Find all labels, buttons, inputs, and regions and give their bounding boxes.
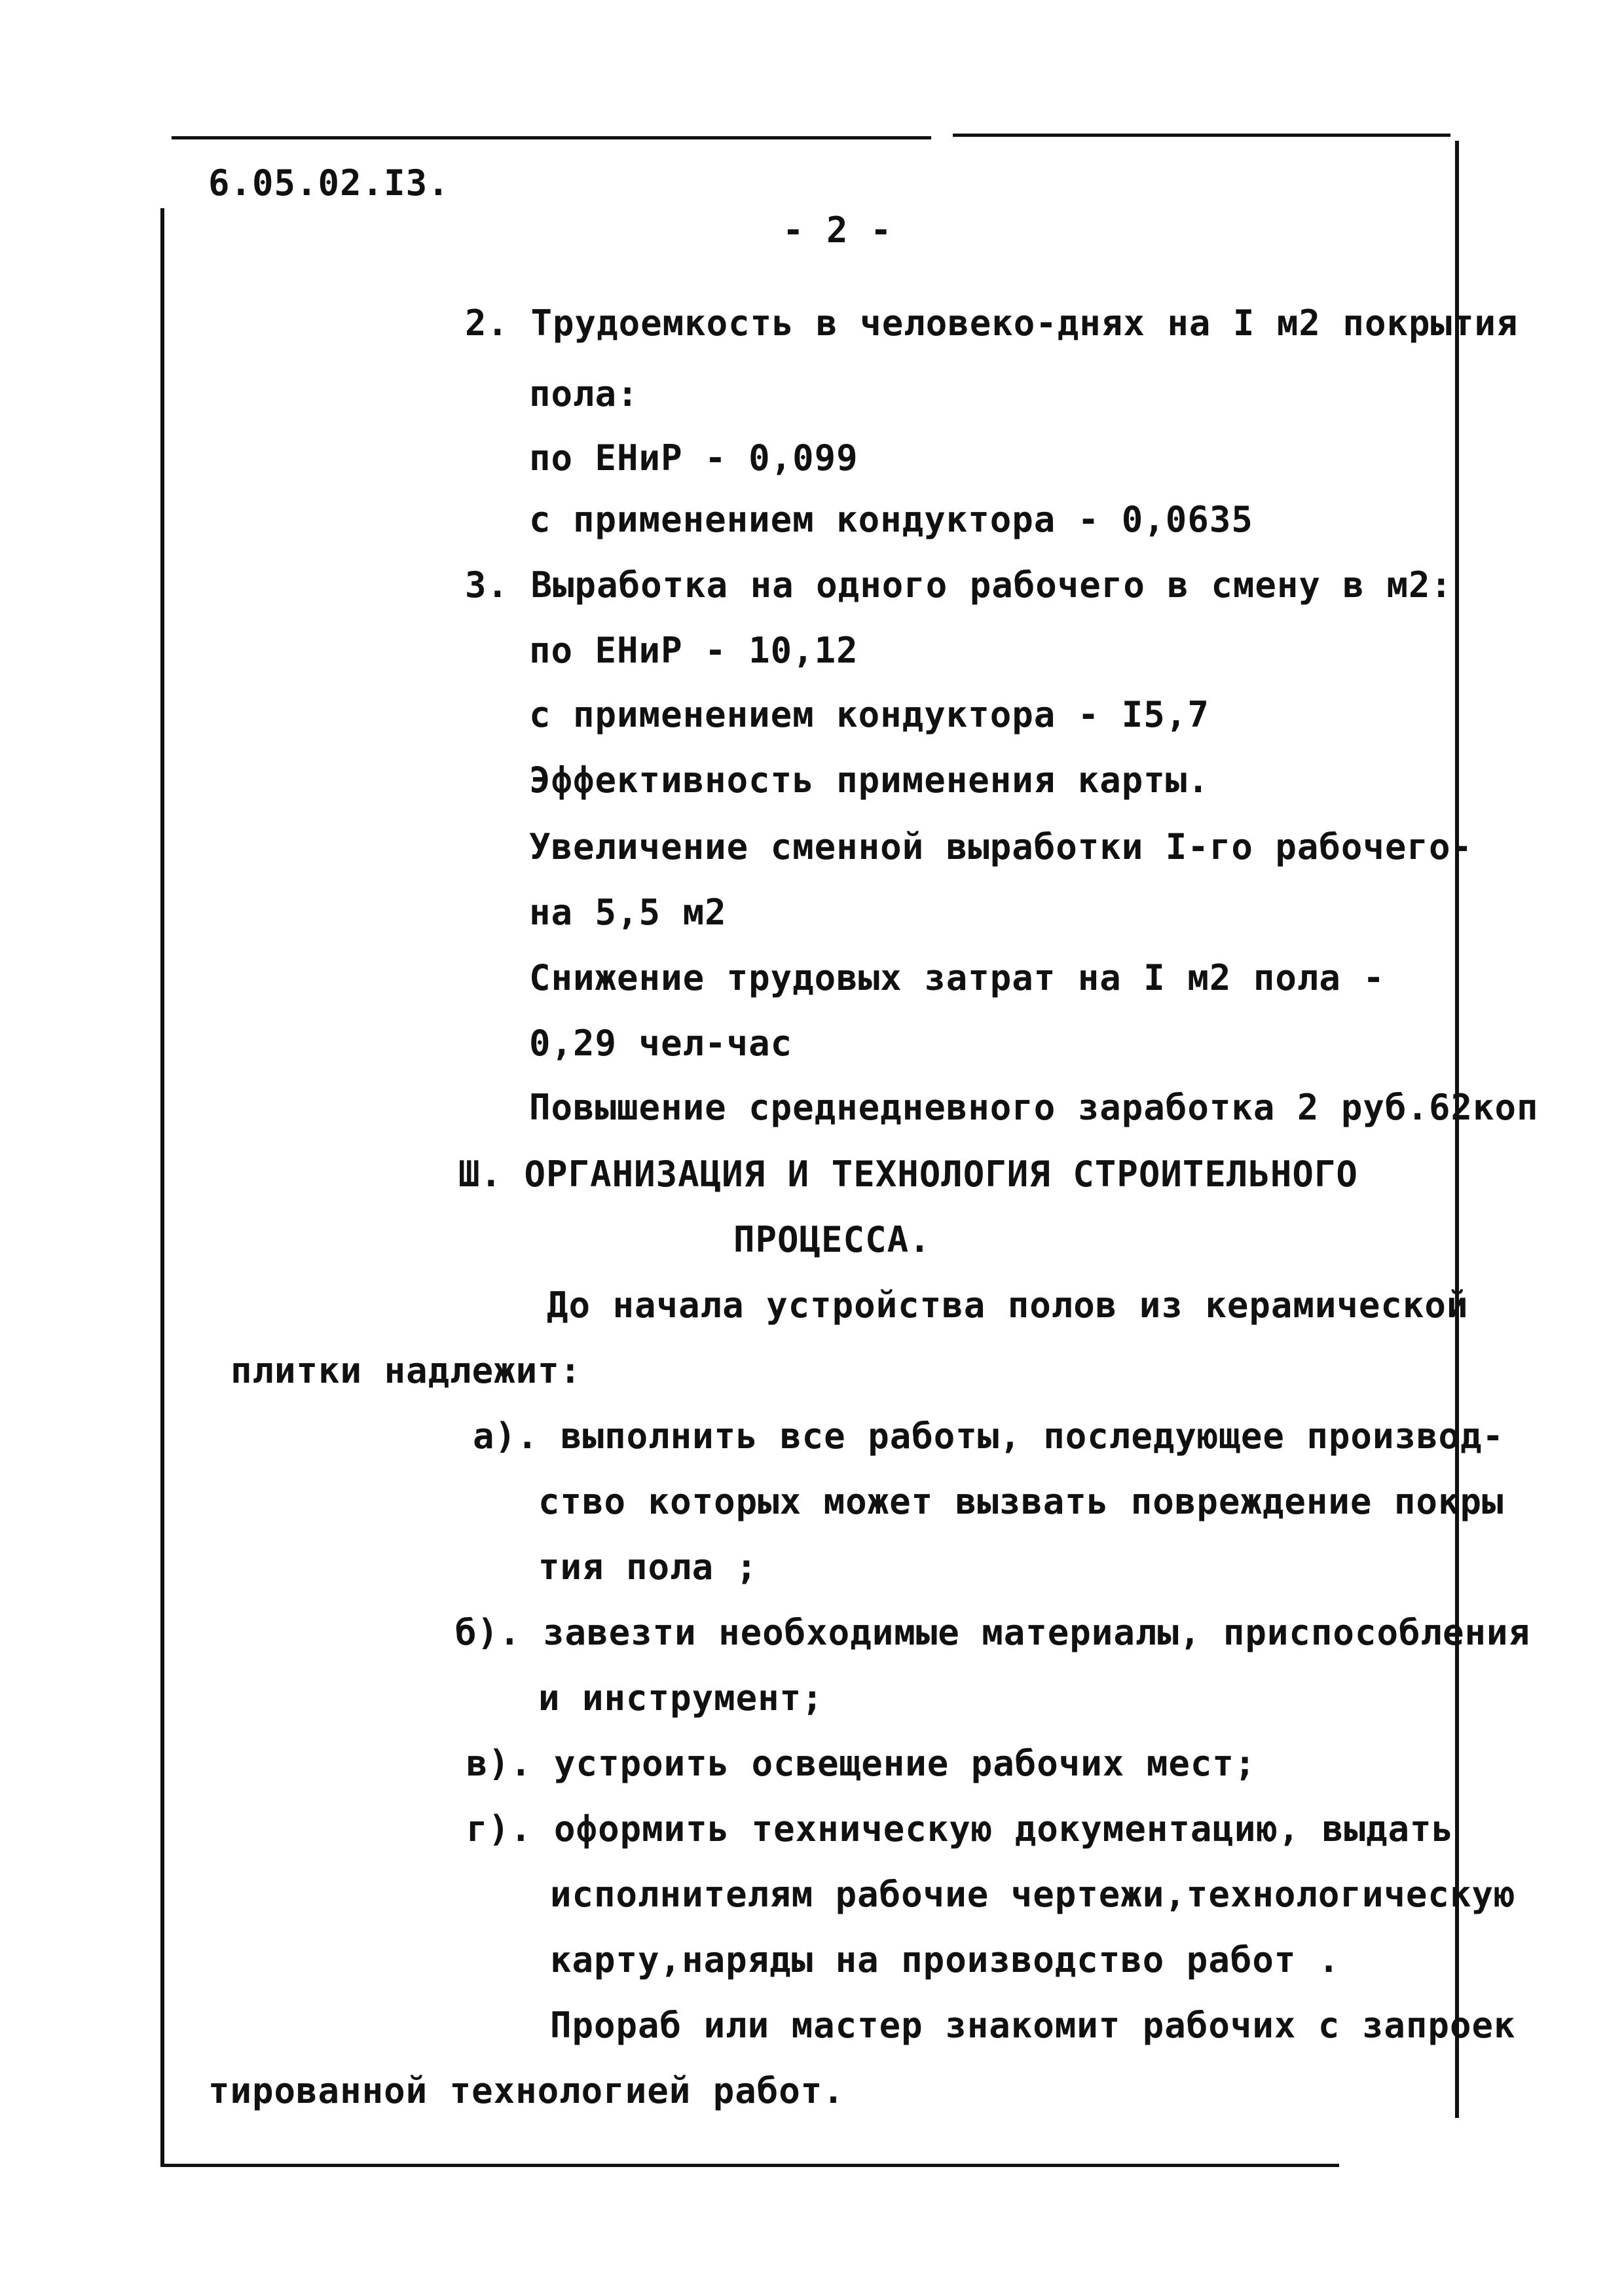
text-line: 2. Трудоемкость в человеко-днях на I м2 покрытия [465, 302, 1519, 344]
list-item-g: г). оформить техническую документацию, выдать [466, 1808, 1454, 1850]
list-item-a-cont: тия пола ; [538, 1546, 758, 1588]
text-line: Эффективность применения карты. [529, 759, 1209, 801]
frame-left-border [160, 208, 164, 2166]
list-item-a: а). выполнить все работы, последующее производ- [473, 1415, 1505, 1457]
list-item-g-cont: карту,наряды на производство работ . [550, 1939, 1340, 1980]
frame-right-border [1455, 141, 1459, 2118]
text-line: Прораб или мастер знакомит рабочих с запроек [550, 2005, 1516, 2046]
text-line: пола: [529, 373, 639, 414]
text-line: по ЕНиР - 0,099 [529, 437, 858, 479]
text-line: До начала устройства полов из керамической [547, 1285, 1469, 1326]
text-line: Повышение среднедневного заработка 2 руб.62коп [529, 1087, 1539, 1128]
text-line: Снижение трудовых затрат на I м2 пола - [529, 957, 1385, 998]
list-item-v: в). устроить освещение рабочих мест; [466, 1743, 1257, 1784]
text-line: тированной технологией работ. [208, 2070, 845, 2111]
page-number: - 2 - [783, 210, 893, 251]
text-line: по ЕНиР - 10,12 [529, 630, 858, 671]
frame-top-border-left [172, 136, 931, 139]
text-line: Увеличение сменной выработки I-го рабочего- [529, 826, 1473, 867]
frame-top-border-right [953, 134, 1450, 137]
section-heading: Ш. ОРГАНИЗАЦИЯ И ТЕХНОЛОГИЯ СТРОИТЕЛЬНОГО [458, 1154, 1358, 1195]
list-item-g-cont: исполнителям рабочие чертежи,технологическую [550, 1874, 1516, 1915]
text-line: с применением кондуктора - 0,0635 [529, 499, 1253, 540]
text-line: с применением кондуктора - I5,7 [529, 694, 1209, 735]
text-line: плитки надлежит: [231, 1350, 582, 1391]
text-line: на 5,5 м2 [529, 892, 727, 933]
frame-bottom-border [160, 2164, 1339, 2167]
text-line: 3. Выработка на одного рабочего в смену в м2: [465, 564, 1452, 606]
document-code: 6.05.02.I3. [208, 162, 450, 204]
list-item-a-cont: ство которых может вызвать повреждение покры [538, 1481, 1504, 1522]
text-line: 0,29 чел-час [529, 1023, 793, 1064]
list-item-b: б). завезти необходимые материалы, приспособления [455, 1612, 1531, 1653]
section-heading-continued: ПРОЦЕССА. [733, 1219, 931, 1260]
list-item-b-cont: и инструмент; [538, 1677, 824, 1719]
